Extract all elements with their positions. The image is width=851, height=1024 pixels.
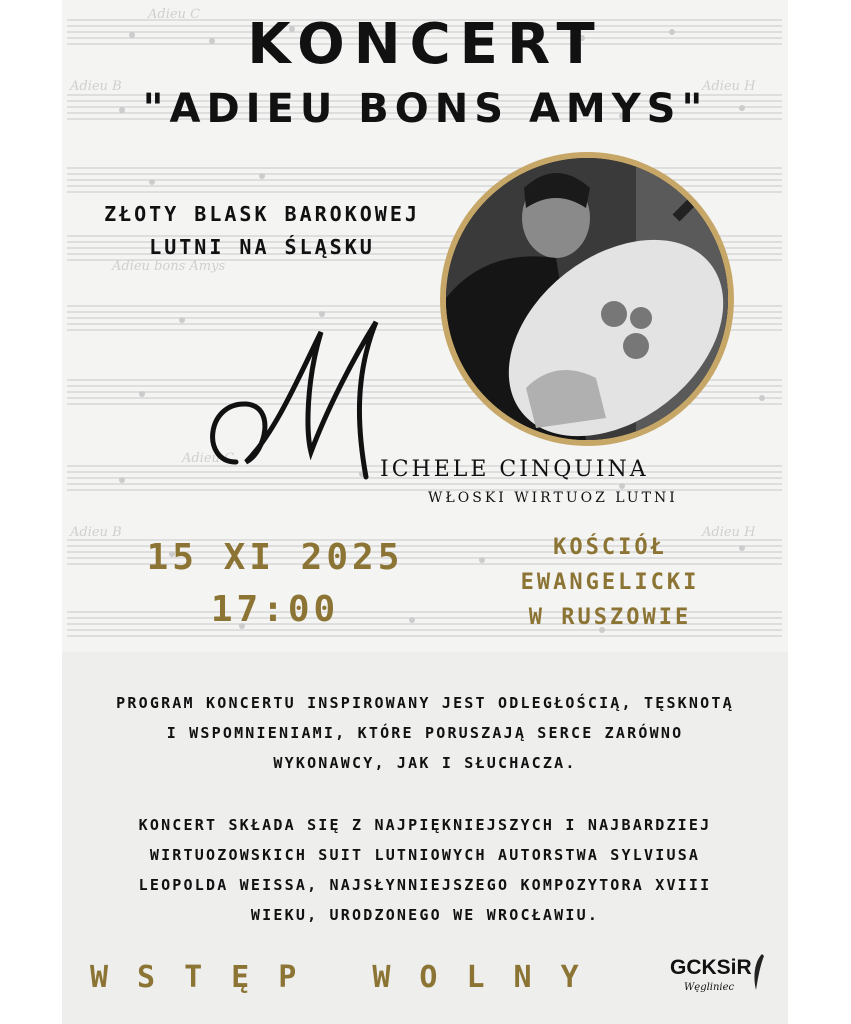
svg-text:Adieu bons Amys: Adieu bons Amys bbox=[112, 259, 226, 274]
event-date: 15 XI 2025 bbox=[146, 537, 404, 578]
program-line: WYKONAWCY, JAK I SŁUCHACZA. bbox=[273, 754, 577, 772]
concert-line: LEOPOLDA WEISSA, NAJSŁYNNIEJSZEGO KOMPOZYTORA XVIII bbox=[138, 876, 712, 894]
performer-photo bbox=[440, 152, 734, 446]
venue-line-1: KOŚCIÓŁ bbox=[553, 535, 667, 560]
event-time: 17:00 bbox=[210, 589, 340, 630]
performer-name: ICHELE CINQUINA bbox=[380, 457, 649, 482]
free-admission: WSTĘP WOLNY bbox=[90, 960, 608, 995]
decorative-initial-m bbox=[206, 312, 386, 492]
svg-text:Adieu C: Adieu C bbox=[182, 451, 235, 466]
event-venue bbox=[470, 530, 750, 635]
organizer-logo bbox=[670, 950, 770, 1000]
subtitle-line-2: LUTNI NA ŚLĄSKU bbox=[149, 235, 375, 259]
concert-line: WIEKU, URODZONEGO WE WROCŁAWIU. bbox=[250, 906, 600, 924]
program-line: PROGRAM KONCERTU INSPIROWANY JEST ODLEGŁOŚCIĄ, TĘSKNOTĄ bbox=[116, 694, 734, 712]
performer-role: WŁOSKI WIRTUOZ LUTNI bbox=[428, 490, 678, 506]
program-line: I WSPOMNIENIAMI, KTÓRE PORUSZAJĄ SERCE ZARÓWNO bbox=[166, 724, 684, 742]
concert-description bbox=[70, 810, 780, 930]
subtitle bbox=[72, 198, 452, 264]
logo-subtext: Węgliniec bbox=[684, 982, 735, 993]
svg-text:Adieu H: Adieu H bbox=[702, 525, 756, 540]
svg-text:Adieu B: Adieu B bbox=[70, 79, 122, 94]
concert-name: "ADIEU BONS AMYS" bbox=[142, 86, 709, 132]
poster-title: KONCERT bbox=[247, 12, 604, 77]
subtitle-line-1: ZŁOTY BLASK BAROKOWEJ bbox=[104, 202, 420, 226]
svg-text:Adieu H: Adieu H bbox=[702, 79, 756, 94]
event-datetime bbox=[120, 532, 430, 636]
svg-text:Adieu C: Adieu C bbox=[148, 7, 201, 22]
venue-line-2: EWANGELICKI bbox=[520, 570, 700, 595]
quill-icon bbox=[750, 952, 766, 992]
program-description bbox=[70, 688, 780, 778]
venue-line-3: W RUSZOWIE bbox=[528, 605, 692, 630]
logo-text: GCKSiR bbox=[670, 956, 752, 979]
svg-text:Adieu B: Adieu B bbox=[70, 525, 122, 540]
concert-line: KONCERT SKŁADA SIĘ Z NAJPIĘKNIEJSZYCH I NAJBARDZIEJ bbox=[138, 816, 712, 834]
concert-line: WIRTUOZOWSKICH SUIT LUTNIOWYCH AUTORSTWA SYLVIUSA bbox=[149, 846, 701, 864]
